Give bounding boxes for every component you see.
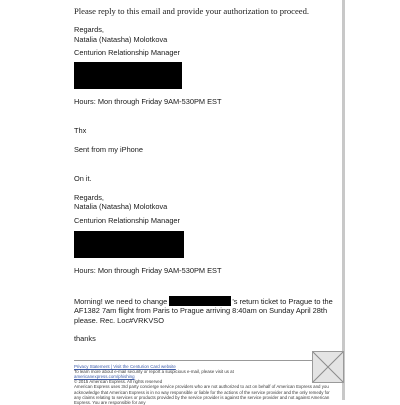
signature-title: Centurion Relationship Manager xyxy=(74,48,336,58)
phishing-link[interactable]: americanexpress.com/phishing xyxy=(74,374,336,379)
signature-block-1 xyxy=(74,25,336,106)
request-message xyxy=(74,296,336,326)
reply-on-it: On it. xyxy=(74,174,336,184)
sign-off: thanks xyxy=(74,334,336,344)
footer-links[interactable]: Privacy Statement | Visit the Centurion Card website xyxy=(74,364,336,369)
signature-title: Centurion Relationship Manager xyxy=(74,216,336,226)
vertical-divider xyxy=(342,0,345,400)
broken-image-icon xyxy=(312,351,344,383)
left-margin xyxy=(0,0,68,400)
reply-thx: Thx xyxy=(74,126,336,136)
sent-from: Sent from my iPhone xyxy=(74,145,336,155)
redacted-block xyxy=(74,62,182,89)
email-footer xyxy=(74,364,336,405)
request-text-end: 's return ticket to Prague to the AF1382 7am flight from Paris to Prague arriving 8:40am on Sunday April 28th please. Rec. Loc#VRKVSO xyxy=(74,297,333,325)
redacted-block xyxy=(74,231,184,258)
copyright: © 2015 American Express. All rights reserved xyxy=(74,379,336,384)
signature-regards: Regards, xyxy=(74,25,336,35)
security-note: To learn more about e-mail security or report a suspicious e-mail, please visit us at xyxy=(74,369,336,374)
signature-block-2 xyxy=(74,193,336,276)
footer-divider xyxy=(74,360,336,361)
disclaimer: American Express uses 3rd party concierge service providers who are not authorized to act on behalf of American Express and you acknowledge that American Express is in no way responsible or liable for the actions of the service provider and the only remedy for any claims relating to services or products provided by the service provider is against the service provider and not against American Express. You are responsible for any xyxy=(74,384,336,405)
intro-line: Please reply to this email and provide your authorization to proceed. xyxy=(74,6,336,16)
redacted-name xyxy=(169,296,231,306)
email-body xyxy=(74,6,336,405)
signature-name: Natalia (Natasha) Molotkova xyxy=(74,202,336,212)
signature-hours: Hours: Mon through Friday 9AM-530PM EST xyxy=(74,97,336,107)
signature-regards: Regards, xyxy=(74,193,336,203)
signature-hours: Hours: Mon through Friday 9AM-530PM EST xyxy=(74,266,336,276)
request-text-start: Morning! we need to change xyxy=(74,297,167,306)
signature-name: Natalia (Natasha) Molotkova xyxy=(74,35,336,45)
